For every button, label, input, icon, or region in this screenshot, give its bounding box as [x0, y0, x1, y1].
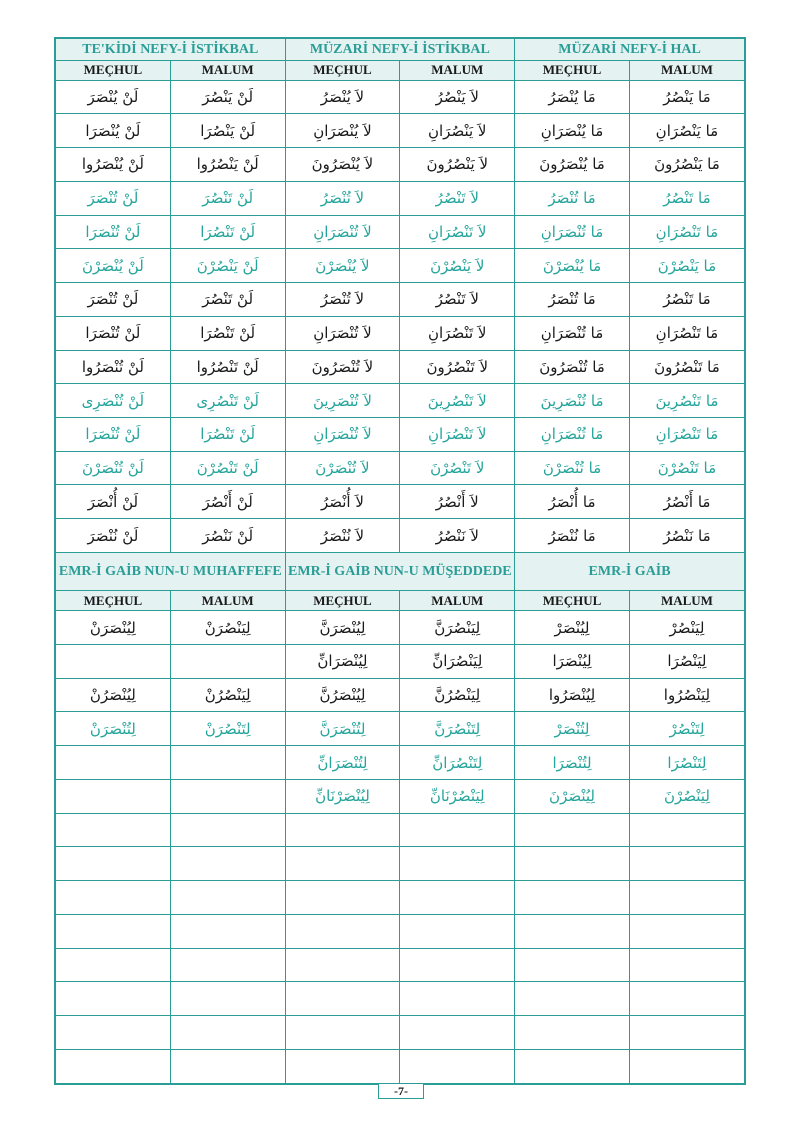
verb-cell — [515, 948, 630, 982]
verb-cell: لاَ تَنْصُرُ — [400, 181, 515, 215]
verb-cell — [629, 881, 744, 915]
verb-cell — [170, 982, 285, 1016]
verb-cell: لاَ تَنْصُرَانِ — [400, 316, 515, 350]
verb-cell: لاَ نَنْصُرُ — [400, 519, 515, 553]
column-header: MALUM — [629, 60, 744, 80]
verb-cell: مَا يُنْصَرُ — [515, 80, 630, 114]
table-row — [56, 384, 745, 418]
verb-cell: مَا تَنْصُرُ — [629, 283, 744, 317]
table-row — [56, 779, 745, 813]
section-title: TE'KİDİ NEFY-İ İSTİKBAL — [56, 39, 286, 61]
table-row — [56, 1016, 745, 1050]
verb-cell: لَنْ أُنْصَرَ — [56, 485, 171, 519]
verb-cell: لاَ تُنْصَرَانِ — [285, 215, 400, 249]
verb-cell: لَنْ تَنْصُرَا — [170, 215, 285, 249]
verb-cell: لاَ أَنْصُرُ — [400, 485, 515, 519]
verb-cell — [515, 847, 630, 881]
verb-cell: لَنْ أَنْصُرَ — [170, 485, 285, 519]
verb-cell — [400, 1049, 515, 1083]
verb-cell: لَنْ نُنْصَرَ — [56, 519, 171, 553]
verb-cell — [56, 746, 171, 780]
verb-cell: لَنْ تَنْصُرَ — [170, 283, 285, 317]
verb-cell: لَنْ تَنْصُرَا — [170, 316, 285, 350]
table-row — [56, 350, 745, 384]
verb-cell — [400, 982, 515, 1016]
verb-cell: لَنْ تُنْصَرَا — [56, 418, 171, 452]
verb-cell: لِيَنْصُرَا — [629, 645, 744, 679]
verb-cell: مَا أَنْصُرُ — [629, 485, 744, 519]
verb-cell: لَنْ تَنْصُرَ — [170, 181, 285, 215]
column-header: MALUM — [170, 591, 285, 611]
verb-cell: لَنْ تَنْصُرُوا — [170, 350, 285, 384]
verb-cell: لاَ يَنْصُرَانِ — [400, 114, 515, 148]
verb-cell: لَنْ يَنْصُرَا — [170, 114, 285, 148]
verb-cell — [56, 1016, 171, 1050]
verb-cell — [629, 1049, 744, 1083]
verb-cell: لِتُنْصَرَنْ — [56, 712, 171, 746]
verb-cell: لَنْ تُنْصَرَ — [56, 283, 171, 317]
verb-cell: لاَ يُنْصَرَانِ — [285, 114, 400, 148]
verb-cell: لِيُنْصَرْنَانِّ — [285, 779, 400, 813]
verb-cell: لاَ يَنْصُرُ — [400, 80, 515, 114]
verb-cell: لِتَنْصُرَنَّ — [400, 712, 515, 746]
verb-cell: مَا تُنْصَرُونَ — [515, 350, 630, 384]
table-row — [56, 485, 745, 519]
verb-cell — [629, 1016, 744, 1050]
table-row — [56, 148, 745, 182]
verb-cell: مَا تُنْصَرَانِ — [515, 316, 630, 350]
verb-cell: لاَ تَنْصُرَانِ — [400, 418, 515, 452]
verb-cell — [56, 982, 171, 1016]
verb-cell: لَنْ نَنْصُرَ — [170, 519, 285, 553]
verb-cell — [285, 1049, 400, 1083]
column-header-row — [56, 60, 745, 80]
verb-cell: لاَ يَنْصُرْنَ — [400, 249, 515, 283]
verb-cell: مَا يُنْصَرَانِ — [515, 114, 630, 148]
verb-cell — [515, 1016, 630, 1050]
verb-cell: مَا تُنْصَرْنَ — [515, 451, 630, 485]
column-header: MEÇHUL — [56, 591, 171, 611]
verb-cell: لِتُنْصَرَا — [515, 746, 630, 780]
verb-cell: لاَ تُنْصَرَانِ — [285, 418, 400, 452]
verb-cell — [56, 813, 171, 847]
verb-cell — [56, 948, 171, 982]
verb-cell: لَنْ تُنْصَرِى — [56, 384, 171, 418]
verb-cell: لِيُنْصَرَانِّ — [285, 645, 400, 679]
verb-cell — [170, 645, 285, 679]
table-row — [56, 451, 745, 485]
verb-cell: لاَ يُنْصَرُونَ — [285, 148, 400, 182]
conjugation-table-frame — [54, 37, 746, 1085]
table-row — [56, 914, 745, 948]
verb-cell: لَنْ تُنْصَرَ — [56, 181, 171, 215]
verb-cell: مَا تَنْصُرْنَ — [629, 451, 744, 485]
verb-cell: لاَ تُنْصَرْنَ — [285, 451, 400, 485]
verb-cell: لِتَنْصُرَانِّ — [400, 746, 515, 780]
table-row — [56, 1049, 745, 1083]
section-title: EMR-İ GAİB — [515, 552, 745, 591]
verb-cell: لَنْ يُنْصَرَا — [56, 114, 171, 148]
verb-cell — [400, 813, 515, 847]
verb-cell: مَا يَنْصُرَانِ — [629, 114, 744, 148]
verb-cell: لِيُنْصَرَنْ — [56, 611, 171, 645]
section-title: EMR-İ GAİB NUN-U MUHAFFEFE — [56, 552, 286, 591]
section-title: EMR-İ GAİB NUN-U MÜŞEDDEDE — [285, 552, 515, 591]
verb-cell — [285, 1016, 400, 1050]
table-row — [56, 181, 745, 215]
table-row — [56, 813, 745, 847]
verb-cell — [515, 881, 630, 915]
verb-cell: مَا تُنْصَرَانِ — [515, 215, 630, 249]
verb-cell: لِيُنْصَرْنَ — [515, 779, 630, 813]
verb-cell — [170, 1049, 285, 1083]
verb-cell: لَنْ يَنْصُرُوا — [170, 148, 285, 182]
verb-cell: مَا نُنْصَرُ — [515, 519, 630, 553]
verb-cell — [285, 881, 400, 915]
verb-cell: لَنْ تَنْصُرِى — [170, 384, 285, 418]
table-row — [56, 948, 745, 982]
verb-cell: لِيُنْصَرُنْ — [56, 678, 171, 712]
verb-cell: لِيُنْصَرَا — [515, 645, 630, 679]
verb-cell — [400, 881, 515, 915]
table-row — [56, 712, 745, 746]
verb-cell: لاَ نُنْصَرُ — [285, 519, 400, 553]
verb-cell: لاَ تَنْصُرُ — [400, 283, 515, 317]
verb-cell: لِيَنْصُرَنَّ — [400, 611, 515, 645]
section-title-row — [56, 552, 745, 591]
column-header: MALUM — [170, 60, 285, 80]
verb-cell — [285, 847, 400, 881]
verb-cell: مَا تَنْصُرَانِ — [629, 316, 744, 350]
verb-cell — [56, 645, 171, 679]
verb-cell — [56, 779, 171, 813]
verb-cell — [56, 1049, 171, 1083]
verb-cell: مَا تَنْصُرُ — [629, 181, 744, 215]
verb-cell — [629, 847, 744, 881]
table-row — [56, 316, 745, 350]
table-row — [56, 80, 745, 114]
verb-cell: لَنْ يُنْصَرْنَ — [56, 249, 171, 283]
page-number: -7- — [378, 1084, 424, 1099]
verb-cell — [400, 1016, 515, 1050]
verb-cell — [170, 813, 285, 847]
column-header: MALUM — [400, 60, 515, 80]
column-header: MEÇHUL — [285, 60, 400, 80]
column-header: MEÇHUL — [56, 60, 171, 80]
verb-cell: لِتُنْصَرَنَّ — [285, 712, 400, 746]
verb-cell: مَا تَنْصُرَانِ — [629, 215, 744, 249]
verb-cell — [170, 779, 285, 813]
verb-cell: لاَ تَنْصُرُونَ — [400, 350, 515, 384]
verb-cell: لِتُنْصَرَانِّ — [285, 746, 400, 780]
verb-cell — [170, 1016, 285, 1050]
verb-cell: لِيَنْصُرَانِّ — [400, 645, 515, 679]
verb-cell — [170, 847, 285, 881]
verb-cell: لاَ تُنْصَرِينَ — [285, 384, 400, 418]
table-row — [56, 746, 745, 780]
verb-cell — [629, 914, 744, 948]
verb-cell: لِيَنْصُرُنَّ — [400, 678, 515, 712]
verb-cell: لِتَنْصُرَا — [629, 746, 744, 780]
verb-cell: مَا يَنْصُرُونَ — [629, 148, 744, 182]
table-row — [56, 611, 745, 645]
conjugation-table — [55, 38, 745, 1084]
verb-cell — [56, 914, 171, 948]
table-row — [56, 283, 745, 317]
verb-cell: لِيُنْصَرَنَّ — [285, 611, 400, 645]
verb-cell: لاَ تَنْصُرَانِ — [400, 215, 515, 249]
verb-cell — [56, 847, 171, 881]
verb-cell: لِيَنْصُرَنْ — [170, 611, 285, 645]
section-title-row — [56, 39, 745, 61]
column-header: MALUM — [629, 591, 744, 611]
verb-cell: مَا تَنْصُرَانِ — [629, 418, 744, 452]
verb-cell — [515, 813, 630, 847]
table-row — [56, 114, 745, 148]
verb-cell — [629, 982, 744, 1016]
verb-cell: مَا نَنْصُرُ — [629, 519, 744, 553]
verb-cell — [170, 881, 285, 915]
verb-cell — [629, 813, 744, 847]
verb-cell — [515, 914, 630, 948]
table-row — [56, 678, 745, 712]
verb-cell — [400, 914, 515, 948]
column-header: MEÇHUL — [285, 591, 400, 611]
verb-cell: لَنْ تُنْصَرَا — [56, 316, 171, 350]
verb-cell: لَنْ يَنْصُرَ — [170, 80, 285, 114]
verb-cell: لاَ تُنْصَرَانِ — [285, 316, 400, 350]
verb-cell: لاَ يُنْصَرْنَ — [285, 249, 400, 283]
verb-cell: لاَ تَنْصُرْنَ — [400, 451, 515, 485]
table-row — [56, 519, 745, 553]
verb-cell — [285, 982, 400, 1016]
verb-cell — [170, 746, 285, 780]
verb-cell: لَنْ يُنْصَرُوا — [56, 148, 171, 182]
verb-cell: لاَ تُنْصَرُ — [285, 283, 400, 317]
verb-cell: مَا تُنْصَرِينَ — [515, 384, 630, 418]
table-row — [56, 215, 745, 249]
table-row — [56, 418, 745, 452]
column-header: MALUM — [400, 591, 515, 611]
verb-cell: لِيَنْصُرْ — [629, 611, 744, 645]
verb-cell — [629, 948, 744, 982]
verb-cell: لَنْ يَنْصُرْنَ — [170, 249, 285, 283]
table-row — [56, 249, 745, 283]
verb-cell: لِيَنْصُرُنْ — [170, 678, 285, 712]
verb-cell — [285, 813, 400, 847]
verb-cell: لِيُنْصَرُنَّ — [285, 678, 400, 712]
verb-cell — [285, 948, 400, 982]
verb-cell: لاَ تُنْصَرُونَ — [285, 350, 400, 384]
verb-cell: لَنْ تَنْصُرْنَ — [170, 451, 285, 485]
verb-cell: مَا تُنْصَرُ — [515, 283, 630, 317]
section-title: MÜZARİ NEFY-İ İSTİKBAL — [285, 39, 515, 61]
verb-cell — [400, 847, 515, 881]
verb-cell: مَا تُنْصَرَانِ — [515, 418, 630, 452]
verb-cell — [170, 914, 285, 948]
table-row — [56, 645, 745, 679]
verb-cell — [515, 1049, 630, 1083]
verb-cell: لِيُنْصَرُوا — [515, 678, 630, 712]
column-header: MEÇHUL — [515, 60, 630, 80]
verb-cell: لَنْ يُنْصَرَ — [56, 80, 171, 114]
verb-cell: مَا يَنْصُرُ — [629, 80, 744, 114]
verb-cell: لِيَنْصُرُوا — [629, 678, 744, 712]
verb-cell — [400, 948, 515, 982]
verb-cell: لَنْ تُنْصَرُوا — [56, 350, 171, 384]
verb-cell: مَا يُنْصَرْنَ — [515, 249, 630, 283]
column-header: MEÇHUL — [515, 591, 630, 611]
verb-cell: لَنْ تُنْصَرْنَ — [56, 451, 171, 485]
table-row — [56, 881, 745, 915]
column-header-row — [56, 591, 745, 611]
verb-cell — [56, 881, 171, 915]
table-row — [56, 982, 745, 1016]
verb-cell: لِتُنْصَرْ — [515, 712, 630, 746]
verb-cell: لِتَنْصُرْ — [629, 712, 744, 746]
verb-cell: لاَ أُنْصَرُ — [285, 485, 400, 519]
verb-cell: لِيَنْصُرْنَانِّ — [400, 779, 515, 813]
verb-cell: مَا تَنْصُرِينَ — [629, 384, 744, 418]
verb-cell: مَا يُنْصَرُونَ — [515, 148, 630, 182]
verb-cell: مَا يَنْصُرْنَ — [629, 249, 744, 283]
verb-cell: لِيُنْصَرْ — [515, 611, 630, 645]
verb-cell — [515, 982, 630, 1016]
verb-cell: لاَ تُنْصَرُ — [285, 181, 400, 215]
verb-cell: لِيَنْصُرْنَ — [629, 779, 744, 813]
verb-cell: مَا تَنْصُرُونَ — [629, 350, 744, 384]
verb-cell — [170, 948, 285, 982]
verb-cell: لَنْ تُنْصَرَا — [56, 215, 171, 249]
section-title: MÜZARİ NEFY-İ HAL — [515, 39, 745, 61]
verb-cell: مَا تُنْصَرُ — [515, 181, 630, 215]
verb-cell: لاَ يُنْصَرُ — [285, 80, 400, 114]
verb-cell: لِتَنْصُرَنْ — [170, 712, 285, 746]
verb-cell: لَنْ تَنْصُرَا — [170, 418, 285, 452]
verb-cell: لاَ تَنْصُرِينَ — [400, 384, 515, 418]
verb-cell — [285, 914, 400, 948]
verb-cell: لاَ يَنْصُرُونَ — [400, 148, 515, 182]
table-row — [56, 847, 745, 881]
verb-cell: مَا أُنْصَرُ — [515, 485, 630, 519]
